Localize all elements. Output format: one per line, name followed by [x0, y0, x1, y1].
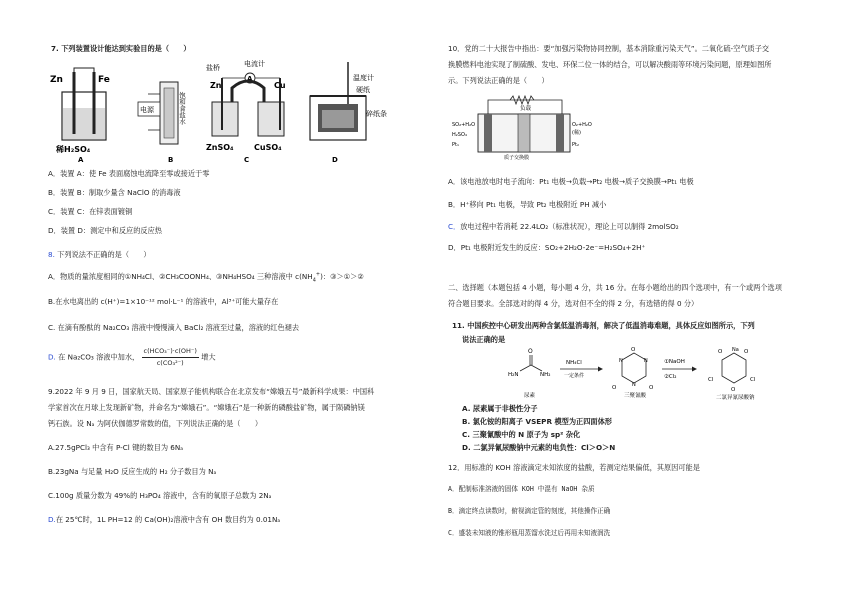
q10-figure	[450, 92, 600, 160]
q8-stem-line	[48, 250, 151, 260]
q10-option-a: A．该电池放电时电子流向：Pt₁ 电极→负载→Pt₂ 电极→质子交换膜→Pt₁ 电极	[448, 177, 694, 186]
q9-line-3: 钙石族。设 Nₐ 为阿伏伽德罗常数的值，下列说法正确的是（ ）	[48, 419, 263, 428]
q10-fig-membrane: 质子交换膜	[504, 155, 530, 161]
svg-text:O: O	[744, 349, 749, 355]
q8-option-b: B.在水电离出的 c(H⁺)=1×10⁻¹² mol·L⁻¹ 的溶液中，Al³⁺可能大量存在	[48, 297, 279, 306]
q7-figure-svg	[48, 58, 387, 164]
q12-option-b: B．滴定终点读数时，俯视滴定管的刻度，其他操作正确	[448, 507, 611, 515]
fig-a-letter: A	[78, 156, 84, 164]
reagent-nh4cl: NH₄Cl	[566, 360, 582, 366]
q8-option-d-pre: 在 Na₂CO₃ 溶液中加水，	[58, 352, 140, 362]
cyanuric-acid-structure	[612, 347, 654, 399]
fig-c-znso4: ZnSO₄	[206, 143, 234, 152]
section2-line-1: 二、选择题（本题包括 4 小题，每小题 4 分，共 16 分。在每小题给出的四个选项中，有一个或两个选项	[448, 283, 782, 292]
q9-option-d	[48, 515, 280, 525]
svg-text:O: O	[631, 347, 636, 353]
fig-d-foam: 碎纸条	[366, 110, 387, 118]
q9-option-a: A.27.5gPCl₃ 中含有 P-Cl 键的数目为 6Nₐ	[48, 443, 184, 452]
q8-option-a-sup: +	[315, 271, 321, 278]
svg-text:Cl: Cl	[708, 377, 714, 383]
fig-c-meter-symbol: A	[247, 75, 253, 83]
q11-option-d: D. 二氯异氰尿酸钠中元素的电负性：Cl＞O＞N	[462, 443, 616, 452]
step-cl2: ②Cl₂	[664, 374, 677, 380]
q10-fig-h2so4: H₂SO₄	[452, 132, 467, 138]
fig-c-bridge: 盐桥	[206, 64, 220, 72]
fig-a-zn: Zn	[50, 75, 63, 85]
svg-text:N: N	[619, 358, 623, 364]
fig-d	[310, 62, 387, 164]
product-label: 二氯异氰尿酸钠	[716, 395, 755, 401]
svg-text:O: O	[612, 385, 617, 391]
fig-c-zn: Zn	[210, 81, 222, 90]
fig-c-letter: C	[244, 156, 250, 164]
q11-scheme	[508, 345, 812, 401]
svg-text:Na: Na	[732, 347, 739, 353]
svg-text:N: N	[632, 382, 636, 388]
fig-a-fe: Fe	[98, 75, 110, 85]
q10-option-c	[448, 222, 679, 232]
q7-figures	[48, 58, 387, 164]
q8-option-a	[48, 272, 364, 282]
q11-option-b: B. 氯化铵的阳离子 VSEPR 模型为正四面体形	[462, 417, 612, 426]
q12-option-c: C．盛装未知液的锥形瓶用蒸馏水洗过后再用未知液润洗	[448, 529, 611, 537]
q7-option-c: C．装置 C：在锌表面镀铜	[48, 207, 133, 216]
q10-option-b: B．H⁺移向 Pt₁ 电极，导致 Pt₂ 电极附近 PH 减小	[448, 200, 607, 209]
q11-option-a: A. 尿素属于非极性分子	[462, 404, 538, 413]
fig-d-card: 硬纸	[356, 86, 370, 94]
q10-fig-dilute: (稀)	[572, 130, 581, 136]
q9-option-d-text: 在 25℃时，1L PH=12 的 Ca(OH)₂溶液中含有 OH 数目约为 0.01Nₐ	[55, 515, 281, 524]
svg-text:O: O	[528, 348, 533, 355]
svg-text:NH₂: NH₂	[540, 372, 551, 378]
fig-d-letter: D	[332, 156, 338, 164]
q8-option-d-numerator: c(HCO₃⁻)·c(OH⁻)	[142, 346, 199, 358]
q10-line-3: 示。下列说法正确的是（ ）	[448, 76, 549, 85]
fig-c-meter: 电流计	[244, 60, 265, 68]
q10-line-1: 10．党的二十大报告中指出：要“加强污染物协同控制，基本消除重污染天气”。二氧化硫-空气质子交	[448, 44, 770, 53]
urea-label: 尿素	[524, 393, 536, 399]
fig-b-side: 饱和食盐水	[178, 92, 186, 125]
q7-option-d: D．装置 D：测定中和反应的反应热	[48, 226, 162, 235]
q11-line-2: 说法正确的是	[462, 335, 506, 344]
q12-stem: 12．用标准的 KOH 溶液滴定未知浓度的盐酸，若测定结果偏低，其原因可能是	[448, 463, 700, 472]
q8-option-a-pre: A．物质的量浓度相同的①NH₄Cl、②CH₃COONH₄、③NH₄HSO₄ 三种溶液中 c(	[48, 272, 302, 281]
fig-c	[206, 59, 286, 164]
q10-line-2: 换膜燃料电池实现了制硫酸、发电、环保二位一体的结合，可以解决酸雨等环境污染问题，原理如图所	[448, 60, 772, 69]
q8-option-a-post: )：③＞①＞②	[320, 272, 364, 281]
q9-option-d-letter: D.	[48, 515, 56, 524]
q12-option-a: A．配制标准溶液的固体 KOH 中混有 NaOH 杂质	[448, 485, 595, 493]
q10-option-d-text: Pt₁ 电极附近发生的反应：SO₂+2H₂O-2e⁻=H₂SO₄+2H⁺	[460, 243, 646, 252]
fig-a	[50, 68, 110, 164]
q8-number: 8.	[48, 250, 55, 259]
q10-fig-so2: SO₂+H₂O	[452, 122, 476, 128]
q11-line-1: 11. 中国疾控中心研发出两种含氯低温消毒剂，解决了低温消毒难题，具体反应如图所示，下列	[452, 321, 755, 330]
q10-fig-o2: O₂+H₂O	[572, 122, 592, 128]
q10-option-c-text: 放电过程中若消耗 22.4LO₂（标准状况），理论上可以制得 2molSO₂	[460, 222, 679, 231]
q8-option-d-letter: D.	[48, 352, 56, 362]
q11-option-c: C. 三聚氰酸中的 N 原子为 sp² 杂化	[462, 430, 581, 439]
q7-option-a: A．装置 A：使 Fe 表面腐蚀电流降至零或接近于零	[48, 169, 210, 178]
q8-option-d-denominator: c(CO₃²⁻)	[156, 359, 184, 367]
fig-b-power: 电源	[140, 106, 154, 114]
q10-fig-load: 负载	[520, 106, 532, 112]
q10-fig-pt1: Pt₁	[452, 142, 459, 148]
fig-d-thermo: 温度计	[353, 74, 374, 82]
q10-figure-svg	[450, 92, 600, 160]
q8-option-a-ion: NH	[301, 272, 313, 281]
svg-text:O: O	[649, 385, 654, 391]
q8-option-d-fraction	[142, 346, 199, 369]
svg-text:N: N	[644, 358, 648, 364]
q10-fig-pt2: Pt₂	[572, 142, 579, 148]
q8-option-a-sub: 4	[312, 277, 316, 284]
q8-stem: 下列说法不正确的是（ ）	[57, 250, 151, 259]
section2-line-2: 符合题目要求。全部选对的得 4 分，选对但不全的得 2 分，有选错的得 0 分）	[448, 299, 699, 308]
product-structure	[708, 347, 756, 401]
q9-option-c: C.100g 质量分数为 49%的 H₃PO₄ 溶液中，含有的氧原子总数为 2Nₐ	[48, 491, 272, 500]
q8-option-d	[48, 346, 216, 369]
cyanuric-label: 三聚氰酸	[624, 393, 647, 399]
svg-text:O: O	[718, 349, 723, 355]
fig-b	[138, 82, 186, 164]
fig-c-cuso4: CuSO₄	[254, 143, 282, 152]
q9-line-2: 学家首次在月球上发现新矿物，并命名为“嫦娥石”。“嫦娥石”是一种新的磷酸盐矿物，属于陨磷钠镁	[48, 403, 365, 412]
q10-option-d-letter: D．	[448, 243, 461, 252]
q10-option-c-letter: C．	[448, 222, 461, 231]
q9-option-b: B.23gNa 与足量 H₂O 反应生成的 H₂ 分子数目为 Nₐ	[48, 467, 217, 476]
q8-option-d-post: 增大	[201, 352, 216, 362]
fig-c-cu: Cu	[274, 81, 286, 90]
svg-text:O: O	[731, 387, 736, 393]
q10-option-d	[448, 243, 645, 253]
q8-option-c: C. 在滴有酚酞的 Na₂CO₃ 溶液中慢慢滴入 BaCl₂ 溶液至过量，溶液的红色褪去	[48, 323, 300, 332]
step-naoh: ①NaOH	[664, 359, 685, 365]
q7-option-b: B．装置 B：制取少量含 NaClO 的消毒液	[48, 188, 181, 197]
svg-text:Cl: Cl	[750, 377, 756, 383]
fig-b-letter: B	[168, 156, 174, 164]
q7-stem: 7. 下列装置设计能达到实验目的是（ ）	[51, 44, 191, 53]
urea-structure	[508, 348, 550, 399]
condition-1: 一定条件	[564, 373, 585, 379]
svg-text:H₂N: H₂N	[508, 372, 519, 378]
q11-scheme-svg	[508, 345, 812, 401]
fig-a-sol: 稀H₂SO₄	[56, 145, 91, 154]
q9-line-1: 9.2022 年 9 月 9 日，国家航天局、国家原子能机构联合在北京发布“嫦娥五号”最新科学成果：中国科	[48, 387, 375, 396]
